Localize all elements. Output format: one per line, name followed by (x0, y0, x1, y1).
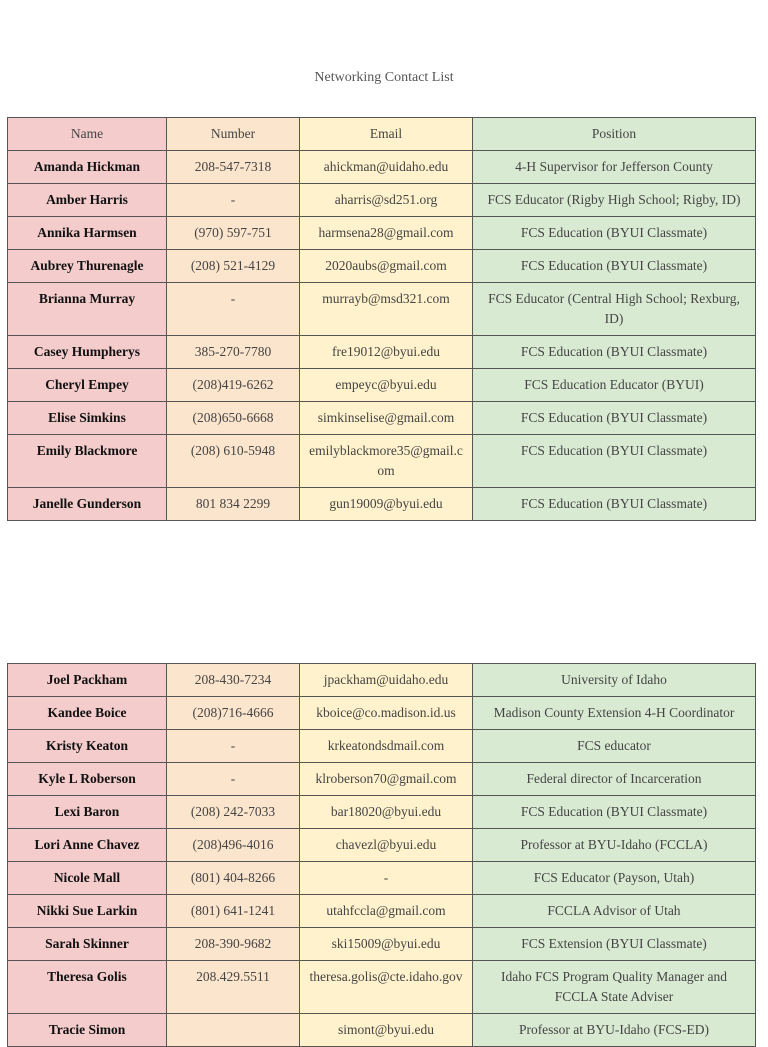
table-row (8, 1014, 756, 1047)
contact-name-cell: Cheryl Empey (8, 369, 167, 402)
contact-email-cell: kboice@co.madison.id.us (300, 697, 473, 730)
contact-email-cell: harmsena28@gmail.com (300, 217, 473, 250)
contact-number-cell: - (167, 730, 300, 763)
document-title: Networking Contact List (314, 70, 454, 85)
contact-number-cell: - (167, 184, 300, 217)
contact-position-cell: FCS Educator (Central High School; Rexburg, ID) (473, 283, 756, 336)
contact-number-cell: (208)650-6668 (167, 402, 300, 435)
contact-name-cell: Elise Simkins (8, 402, 167, 435)
contact-number-cell: (208)419-6262 (167, 369, 300, 402)
table-row (8, 895, 756, 928)
contact-position-cell: FCS Extension (BYUI Classmate) (473, 928, 756, 961)
contact-email-cell: - (300, 862, 473, 895)
contact-table-page-1 (7, 117, 756, 521)
contact-number-cell: (208)496-4016 (167, 829, 300, 862)
contact-position-cell: University of Idaho (473, 664, 756, 697)
contact-number-cell: (208) 521-4129 (167, 250, 300, 283)
contact-position-cell: 4-H Supervisor for Jefferson County (473, 151, 756, 184)
contact-position-cell: FCS educator (473, 730, 756, 763)
table-row (8, 763, 756, 796)
column-header-name: Name (8, 118, 167, 151)
contact-position-cell: Federal director of Incarceration (473, 763, 756, 796)
contact-email-cell: ski15009@byui.edu (300, 928, 473, 961)
contact-number-cell: (801) 641-1241 (167, 895, 300, 928)
contact-email-cell: murrayb@msd321.com (300, 283, 473, 336)
table-row (8, 217, 756, 250)
contact-email-cell: theresa.golis@cte.idaho.gov (300, 961, 473, 1014)
contact-email-cell: krkeatondsdmail.com (300, 730, 473, 763)
contact-email-cell: jpackham@uidaho.edu (300, 664, 473, 697)
contact-email-cell: simkinselise@gmail.com (300, 402, 473, 435)
table-row (8, 369, 756, 402)
contact-number-cell: 208-547-7318 (167, 151, 300, 184)
contact-email-cell: chavezl@byui.edu (300, 829, 473, 862)
contact-position-cell: FCS Education (BYUI Classmate) (473, 250, 756, 283)
contact-email-cell: empeyc@byui.edu (300, 369, 473, 402)
contact-email-cell: bar18020@byui.edu (300, 796, 473, 829)
table-row (8, 796, 756, 829)
contact-name-cell: Lexi Baron (8, 796, 167, 829)
contact-email-cell: 2020aubs@gmail.com (300, 250, 473, 283)
contact-name-cell: Annika Harmsen (8, 217, 167, 250)
contact-number-cell: 208-390-9682 (167, 928, 300, 961)
contact-number-cell: 385-270-7780 (167, 336, 300, 369)
contact-number-cell: (801) 404-8266 (167, 862, 300, 895)
table-row (8, 697, 756, 730)
contact-number-cell: 208-430-7234 (167, 664, 300, 697)
table-row (8, 283, 756, 336)
contact-email-cell: emilyblackmore35@gmail.com (300, 435, 473, 488)
contact-name-cell: Amber Harris (8, 184, 167, 217)
table-row (8, 151, 756, 184)
contact-position-cell: FCS Education (BYUI Classmate) (473, 488, 756, 521)
contact-name-cell: Kyle L Roberson (8, 763, 167, 796)
table-header-row (8, 118, 756, 151)
contact-name-cell: Kandee Boice (8, 697, 167, 730)
contact-email-cell: fre19012@byui.edu (300, 336, 473, 369)
contact-number-cell: 208.429.5511 (167, 961, 300, 1014)
contact-number-cell: - (167, 763, 300, 796)
contact-email-cell: simont@byui.edu (300, 1014, 473, 1047)
contact-number-cell: (208)716-4666 (167, 697, 300, 730)
contact-position-cell: FCS Education (BYUI Classmate) (473, 336, 756, 369)
contact-position-cell: FCS Education (BYUI Classmate) (473, 435, 756, 488)
contact-number-cell: 801 834 2299 (167, 488, 300, 521)
column-header-number: Number (167, 118, 300, 151)
contact-email-cell: klroberson70@gmail.com (300, 763, 473, 796)
table-row (8, 184, 756, 217)
column-header-position: Position (473, 118, 756, 151)
contact-number-cell: (208) 610-5948 (167, 435, 300, 488)
contact-name-cell: Theresa Golis (8, 961, 167, 1014)
contact-email-cell: ahickman@uidaho.edu (300, 151, 473, 184)
column-header-email: Email (300, 118, 473, 151)
table-row (8, 961, 756, 1014)
table-row (8, 488, 756, 521)
contact-email-cell: aharris@sd251.org (300, 184, 473, 217)
contact-position-cell: FCS Educator (Rigby High School; Rigby, ID) (473, 184, 756, 217)
contact-name-cell: Tracie Simon (8, 1014, 167, 1047)
table-row (8, 862, 756, 895)
contact-name-cell: Lori Anne Chavez (8, 829, 167, 862)
contact-email-cell: gun19009@byui.edu (300, 488, 473, 521)
table-body-page-1 (8, 151, 756, 521)
contact-position-cell: FCS Education (BYUI Classmate) (473, 217, 756, 250)
contact-name-cell: Sarah Skinner (8, 928, 167, 961)
contact-name-cell: Janelle Gunderson (8, 488, 167, 521)
contact-name-cell: Joel Packham (8, 664, 167, 697)
table-row (8, 250, 756, 283)
table-row (8, 435, 756, 488)
contact-position-cell: Madison County Extension 4-H Coordinator (473, 697, 756, 730)
contact-position-cell: FCS Educator (Payson, Utah) (473, 862, 756, 895)
table-row (8, 664, 756, 697)
contact-position-cell: Idaho FCS Program Quality Manager and FCCLA State Adviser (473, 961, 756, 1014)
table-row (8, 928, 756, 961)
contact-email-cell: utahfccla@gmail.com (300, 895, 473, 928)
table-row (8, 402, 756, 435)
contact-name-cell: Casey Humpherys (8, 336, 167, 369)
contact-name-cell: Brianna Murray (8, 283, 167, 336)
contact-position-cell: FCS Education Educator (BYUI) (473, 369, 756, 402)
contact-position-cell: Professor at BYU-Idaho (FCCLA) (473, 829, 756, 862)
contact-number-cell: (970) 597-751 (167, 217, 300, 250)
contact-name-cell: Nikki Sue Larkin (8, 895, 167, 928)
table-row (8, 829, 756, 862)
table-row (8, 336, 756, 369)
table-row (8, 730, 756, 763)
contact-number-cell: - (167, 283, 300, 336)
table-body-page-2 (8, 664, 756, 1047)
contact-name-cell: Aubrey Thurenagle (8, 250, 167, 283)
contact-position-cell: FCS Education (BYUI Classmate) (473, 796, 756, 829)
contact-number-cell (167, 1014, 300, 1047)
contact-position-cell: FCS Education (BYUI Classmate) (473, 402, 756, 435)
contact-table-page-2 (7, 663, 756, 1047)
contact-name-cell: Amanda Hickman (8, 151, 167, 184)
contact-position-cell: FCCLA Advisor of Utah (473, 895, 756, 928)
contact-position-cell: Professor at BYU-Idaho (FCS-ED) (473, 1014, 756, 1047)
contact-name-cell: Emily Blackmore (8, 435, 167, 488)
contact-name-cell: Nicole Mall (8, 862, 167, 895)
contact-name-cell: Kristy Keaton (8, 730, 167, 763)
contact-number-cell: (208) 242-7033 (167, 796, 300, 829)
